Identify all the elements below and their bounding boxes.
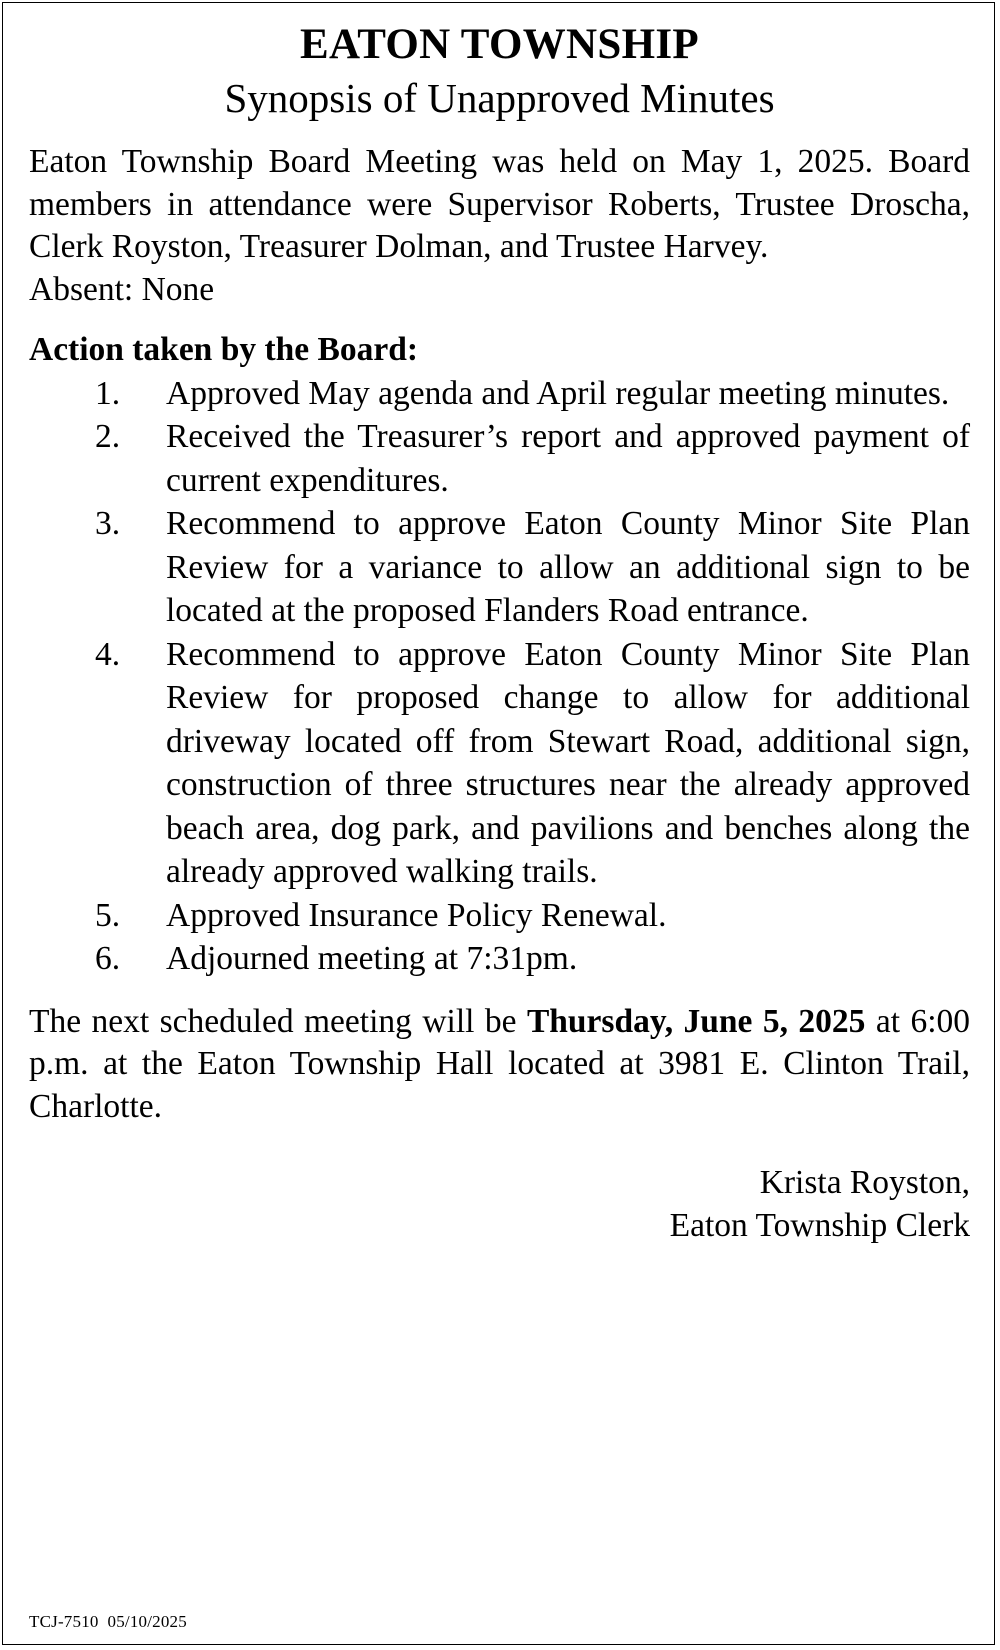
action-number: 2. — [95, 418, 121, 455]
actions-list — [29, 372, 970, 981]
action-text: Recommend to approve Eaton County Minor Site Plan Review for a variance to allow an additional sign to be located at the proposed Flanders Road entrance. — [166, 505, 970, 629]
action-text: Received the Treasurer’s report and approved payment of current expenditures. — [166, 418, 970, 499]
action-item — [29, 633, 970, 894]
action-item — [29, 894, 970, 938]
action-number: 5. — [95, 896, 121, 934]
action-text: Adjourned meeting at 7:31pm. — [166, 940, 578, 977]
action-item — [29, 372, 970, 416]
signature-title: Eaton Township Clerk — [669, 1206, 970, 1244]
notice-subtitle: Synopsis of Unapproved Minutes — [224, 75, 775, 121]
action-item — [29, 937, 970, 981]
action-number: 6. — [95, 940, 121, 977]
signature-name: Krista Royston, — [759, 1164, 970, 1201]
next-meeting-prefix: The next scheduled meeting will be — [29, 1002, 527, 1040]
next-meeting — [29, 1001, 970, 1129]
action-number: 4. — [95, 635, 121, 673]
action-text: Approved May agenda and April regular meeting minutes. — [166, 374, 950, 412]
action-number: 3. — [95, 505, 121, 542]
action-text: Approved Insurance Policy Renewal. — [166, 896, 667, 934]
actions-heading: Action taken by the Board: — [29, 331, 418, 368]
signature-block — [29, 1162, 970, 1247]
next-meeting-date: Thursday, June 5, 2025 — [526, 1002, 866, 1040]
action-number: 1. — [95, 374, 121, 412]
action-item — [29, 502, 970, 633]
next-meeting-details: at 6:00 p.m. at the Eaton Township Hall located at 3981 E. Clinton Trail, Charlotte. — [29, 1002, 970, 1125]
notice-title: EATON TOWNSHIP — [300, 21, 699, 68]
public-notice — [2, 2, 995, 1645]
meeting-intro: Eaton Township Board Meeting was held on May 1, 2025. Board members in attendance were Supervisor Roberts, Trustee Droscha, Clerk Royston, Treasurer Dolman, and Trustee Harvey. — [29, 143, 970, 265]
action-item — [29, 415, 970, 502]
notice-code: TCJ-7510 05/10/2025 — [29, 1612, 187, 1631]
action-text: Recommend to approve Eaton County Minor Site Plan Review for proposed change to allow for additional driveway located off from Stewart Road, additional sign, construction of three structures near the already approved beach area, dog park, and pavilions and benches along the already approved walking trails. — [166, 635, 970, 890]
absent-line: Absent: None — [29, 270, 215, 308]
